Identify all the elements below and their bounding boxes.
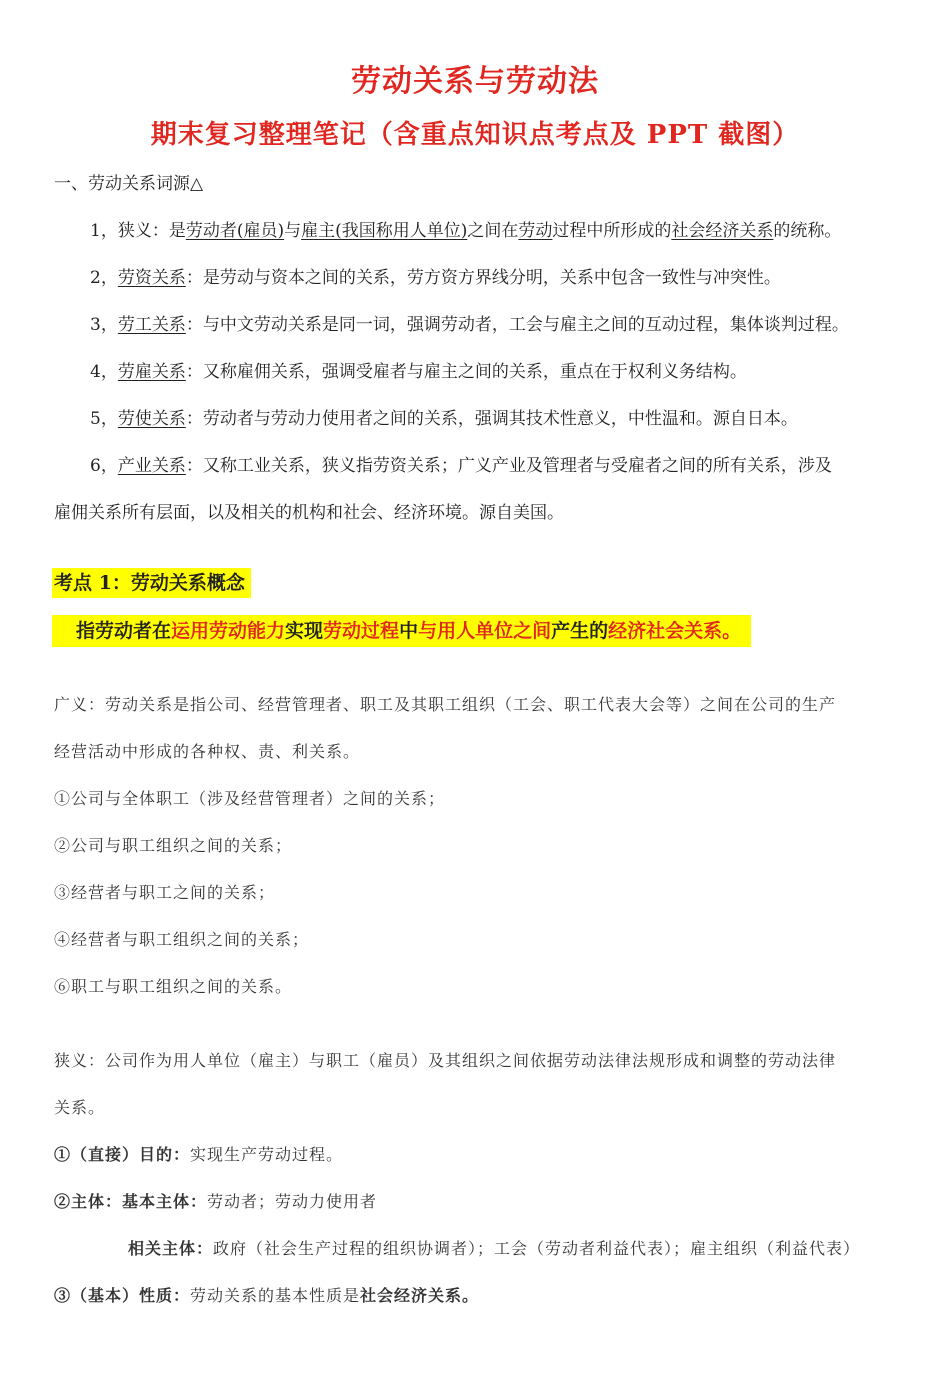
item-4-num: 4，: [90, 362, 118, 382]
section-heading: 一、劳动关系词源△: [54, 174, 204, 194]
document-subtitle: 期末复习整理笔记（含重点知识点考点及 PPT 截图）: [150, 120, 800, 150]
term-employer: 雇主(我国称用人单位): [301, 221, 468, 241]
broad-item-4: ④经营者与职工组织之间的关系；: [54, 930, 310, 949]
def-part-h: 经济社会关系。: [608, 620, 742, 642]
point-2-text: 劳动者；劳动力使用者: [207, 1192, 378, 1211]
narrow-point-related: [128, 1237, 860, 1261]
item-5-text: ：劳动者与劳动力使用者之间的关系，强调其技术性意义，中性温和。源自日本。: [185, 409, 798, 429]
point-3-bold: 社会经济关系。: [360, 1286, 480, 1305]
broad-item-5: ⑥职工与职工组织之间的关系。: [54, 977, 293, 996]
item-3-num: 3，: [90, 315, 118, 335]
narrow-definition-line1: 狭义：公司作为用人单位（雇主）与职工（雇员）及其组织之间依据劳动法律法规形成和调整的劳动法律: [54, 1051, 837, 1070]
related-subject-text: 政府（社会生产过程的组织协调者）；工会（劳动者利益代表）；雇主组织（利益代表）: [213, 1239, 861, 1258]
item-6-term: 产业关系: [117, 456, 186, 476]
term-socioeconomic: 社会经济关系: [671, 221, 774, 241]
broad-definition-line1: 广义：劳动关系是指公司、经营管理者、职工及其职工组织（工会、职工代表大会等）之间在公司的生产: [54, 695, 837, 714]
item-1-text-b: 之间在: [467, 221, 519, 241]
item-2-num: 2，: [90, 268, 118, 288]
narrow-definition-line2: 关系。: [54, 1098, 106, 1117]
def-part-e: 中: [399, 620, 419, 642]
def-part-g: 产生的: [551, 620, 609, 642]
item-2: [90, 266, 781, 290]
item-2-term: 劳资关系: [117, 268, 186, 288]
broad-item-3: ③经营者与职工之间的关系；: [54, 883, 276, 902]
item-6-text: ：又称工业关系，狭义指劳资关系；广义产业及管理者与受雇者之间的所有关系，涉及: [185, 456, 832, 476]
item-3-text: ：与中文劳动关系是同一词，强调劳动者，工会与雇主之间的互动过程，集体谈判过程。: [185, 315, 849, 335]
document-title: 劳动关系与劳动法: [351, 64, 599, 99]
item-6: [90, 454, 832, 478]
term-labor: 劳动: [518, 221, 553, 241]
item-5-num: 5，: [90, 409, 118, 429]
point-2-label: ②主体：基本主体：: [54, 1192, 208, 1211]
item-5-term: 劳使关系: [117, 409, 186, 429]
def-part-b: 运用劳动能力: [171, 620, 286, 642]
broad-item-1: ①公司与全体职工（涉及经营管理者）之间的关系；: [54, 789, 446, 808]
narrow-point-2: [54, 1190, 377, 1214]
kaodian-label: 考点 1：劳动关系概念: [52, 568, 251, 598]
point-1-text: 实现生产劳动过程。: [190, 1145, 344, 1164]
broad-definition-line2: 经营活动中形成的各种权、责、利关系。: [54, 742, 361, 761]
related-subject-label: 相关主体：: [128, 1239, 214, 1258]
kaodian-definition: [52, 615, 751, 647]
narrow-point-3: [54, 1284, 479, 1308]
item-3-term: 劳工关系: [117, 315, 186, 335]
def-part-a: 指劳动者在: [76, 620, 172, 642]
item-1-text-c: 过程中所形成的: [552, 221, 672, 241]
broad-item-2: ②公司与职工组织之间的关系；: [54, 836, 293, 855]
item-4-term: 劳雇关系: [117, 362, 186, 382]
item-1-text-a: 与: [284, 221, 302, 241]
item-2-text: ：是劳动与资本之间的关系，劳方资方界线分明，关系中包含一致性与冲突性。: [185, 268, 781, 288]
item-6-num: 6，: [90, 456, 118, 476]
item-4-text: ：又称雇佣关系，强调受雇者与雇主之间的关系，重点在于权利义务结构。: [185, 362, 747, 382]
point-3-text: 劳动关系的基本性质是: [190, 1286, 361, 1305]
def-part-d: 劳动过程: [323, 620, 400, 642]
item-4: [90, 360, 747, 384]
term-laborer: 劳动者(雇员): [185, 221, 285, 241]
item-1-text-d: 的统称。: [773, 221, 842, 241]
item-5: [90, 407, 798, 431]
item-3: [90, 313, 849, 337]
item-6-continued: 雇佣关系所有层面，以及相关的机构和社会、经济环境。源自美国。: [54, 503, 564, 523]
narrow-point-1: [54, 1143, 343, 1167]
def-part-f: 与用人单位之间: [418, 620, 552, 642]
point-3-label: ③（基本）性质：: [54, 1286, 191, 1305]
item-1: [90, 219, 841, 243]
point-1-label: ①（直接）目的：: [54, 1145, 191, 1164]
item-1-num: 1，狭义：是: [90, 221, 186, 241]
def-part-c: 实现: [285, 620, 324, 642]
